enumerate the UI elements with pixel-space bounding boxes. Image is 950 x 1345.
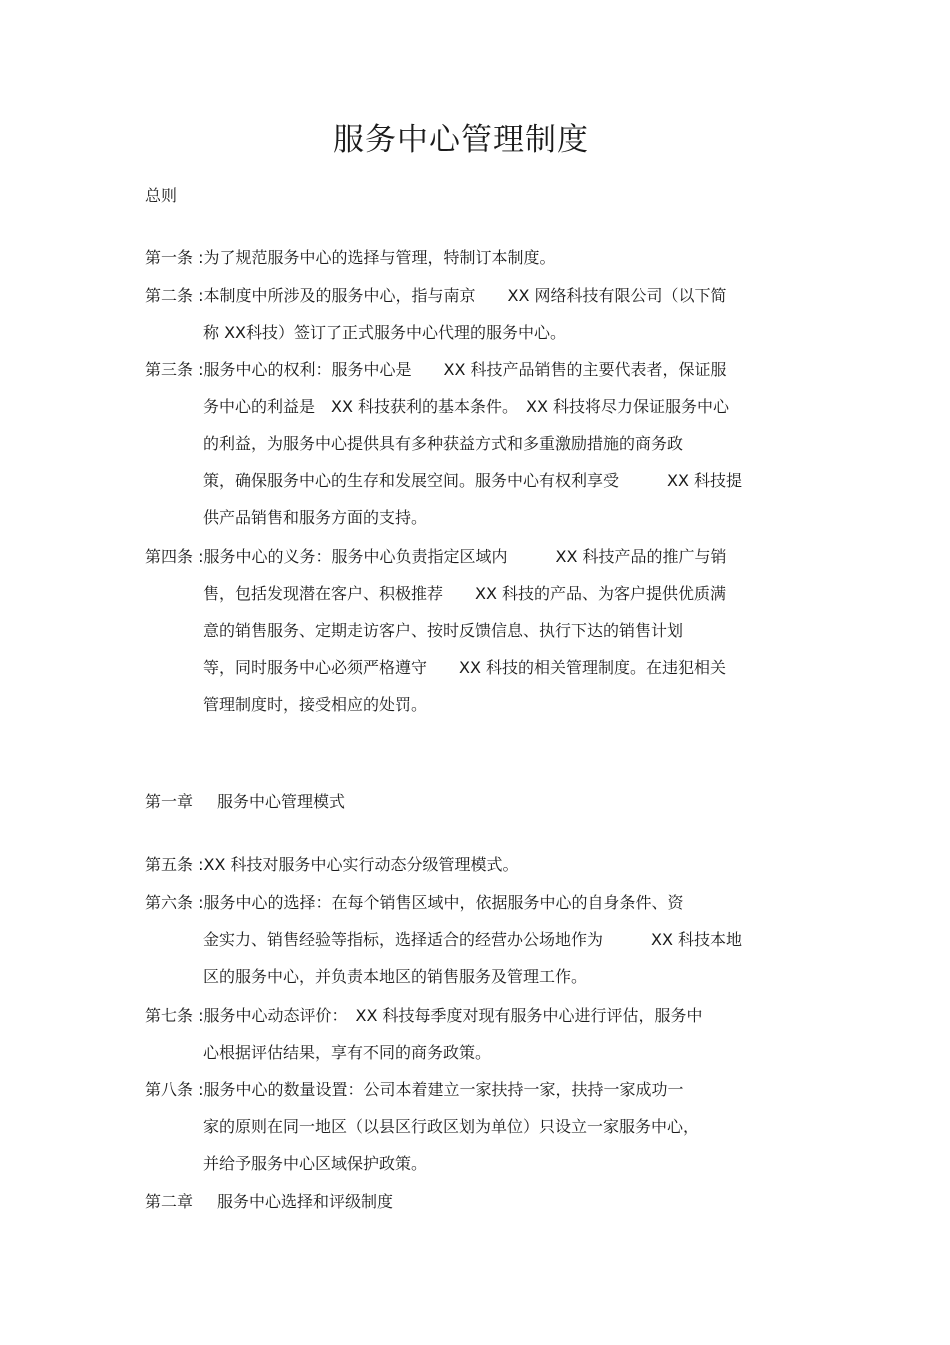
- article-label: 第三条 :: [145, 360, 204, 379]
- article-text: 为了规范服务中心的选择与管理，特制订本制度。: [203, 248, 556, 267]
- general-heading: 总则: [145, 186, 178, 205]
- chapter-1-heading: [145, 790, 345, 814]
- article-label: 第一条 :: [145, 248, 204, 267]
- article-line: 称 XX科技）签订了正式服务中心代理的服务中心。: [203, 323, 567, 342]
- document-title: 服务中心管理制度: [333, 122, 589, 158]
- article-line: 策，确保服务中心的生存和发展空间。服务中心有权利享受 XX 科技提: [203, 471, 743, 490]
- article-line: 的利益，为服务中心提供具有多种获益方式和多重激励措施的商务政: [203, 434, 684, 453]
- chapter-title: 服务中心选择和评级制度: [217, 1192, 394, 1211]
- article-text: 本制度中所涉及的服务中心，指与南京 XX 网络科技有限公司（以下简: [203, 286, 727, 305]
- article-line: 金实力、销售经验等指标，选择适合的经营办公场地作为 XX 科技本地: [203, 930, 743, 949]
- article-4: [145, 545, 815, 730]
- article-text: XX 科技对服务中心实行动态分级管理模式。: [203, 855, 519, 874]
- article-line: 等，同时服务中心必须严格遵守 XX 科技的相关管理制度。在违犯相关: [203, 658, 727, 677]
- article-5: [145, 853, 815, 890]
- chapter-title: 服务中心管理模式: [217, 792, 346, 811]
- article-line: [145, 246, 815, 283]
- article-line: [145, 1004, 815, 1041]
- article-line: [145, 358, 815, 395]
- article-line: 并给予服务中心区域保护政策。: [203, 1154, 428, 1173]
- article-line: 心根据评估结果，享有不同的商务政策。: [203, 1043, 492, 1062]
- article-text: 服务中心动态评价： XX 科技每季度对现有服务中心进行评估，服务中: [203, 1006, 703, 1025]
- article-label: 第四条 :: [145, 547, 204, 566]
- article-label: 第七条 :: [145, 1006, 204, 1025]
- article-line: [145, 1078, 815, 1115]
- article-label: 第五条 :: [145, 855, 204, 874]
- article-label: 第八条 :: [145, 1080, 204, 1099]
- article-line: 家的原则在同一地区（以县区行政区划为单位）只设立一家服务中心，: [203, 1117, 700, 1136]
- article-line: 意的销售服务、定期走访客户、按时反馈信息、执行下达的销售计划: [203, 621, 684, 640]
- article-line: [145, 891, 815, 928]
- article-label: 第六条 :: [145, 893, 204, 912]
- article-line: [145, 545, 815, 582]
- article-text: 服务中心的选择：在每个销售区域中，依据服务中心的自身条件、资: [203, 893, 684, 912]
- chapter-number: 第一章: [145, 792, 194, 811]
- article-text: 服务中心的权利：服务中心是 XX 科技产品销售的主要代表者，保证服: [203, 360, 727, 379]
- article-text: 服务中心的义务：服务中心负责指定区域内 XX 科技产品的推广与销: [203, 547, 727, 566]
- article-line: 供产品销售和服务方面的支持。: [203, 508, 428, 527]
- article-line: [145, 284, 815, 321]
- article-2: [145, 284, 815, 358]
- article-text: 服务中心的数量设置：公司本着建立一家扶持一家，扶持一家成功一: [203, 1080, 684, 1099]
- article-6: [145, 891, 815, 1002]
- article-line: 售，包括发现潜在客户、积极推荐 XX 科技的产品、为客户提供优质满: [203, 584, 727, 603]
- article-label: 第二条 :: [145, 286, 204, 305]
- article-line: 区的服务中心，并负责本地区的销售服务及管理工作。: [203, 967, 588, 986]
- article-line: 务中心的利益是 XX 科技获利的基本条件。 XX 科技将尽力保证服务中心: [203, 397, 730, 416]
- chapter-2-heading: [145, 1190, 393, 1214]
- article-3: [145, 358, 815, 543]
- chapter-number: 第二章: [145, 1192, 194, 1211]
- article-1: [145, 246, 815, 283]
- article-8: [145, 1078, 815, 1189]
- article-line: [145, 853, 815, 890]
- article-line: 管理制度时，接受相应的处罚。: [203, 695, 428, 714]
- article-7: [145, 1004, 815, 1078]
